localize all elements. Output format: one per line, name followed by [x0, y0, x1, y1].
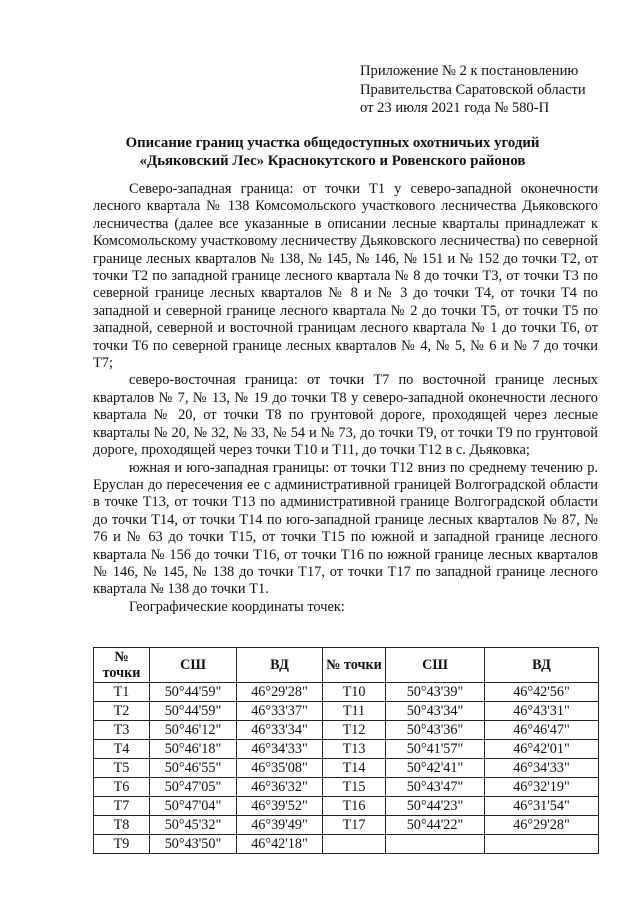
paragraph-coordinates-intro: Географические координаты точек: — [129, 598, 345, 615]
table-cell-empty — [323, 835, 386, 854]
table-cell: 46°29'28" — [237, 683, 323, 702]
table-cell: 50°46'12" — [150, 721, 237, 740]
table-header-row — [94, 648, 599, 683]
table-cell: 46°34'33" — [485, 759, 599, 778]
header-latitude-2: СШ — [386, 648, 485, 683]
table-cell: 50°45'32" — [150, 816, 237, 835]
table-cell: 50°47'04" — [150, 797, 237, 816]
header-point-number: № точки — [94, 648, 150, 683]
table-cell: Т2 — [94, 702, 150, 721]
table-cell: Т8 — [94, 816, 150, 835]
table-cell: 46°39'49" — [237, 816, 323, 835]
appendix-line-1: Приложение № 2 к постановлению — [360, 63, 579, 79]
table-cell: Т17 — [323, 816, 386, 835]
table-cell: Т15 — [323, 778, 386, 797]
table-cell: Т13 — [323, 740, 386, 759]
table-row — [94, 683, 599, 702]
appendix-header — [360, 62, 620, 118]
table-cell: Т11 — [323, 702, 386, 721]
table-row — [94, 702, 599, 721]
table-cell: 50°43'47" — [386, 778, 485, 797]
header-point-number-2: № точки — [323, 648, 386, 683]
table-cell: 46°32'19" — [485, 778, 599, 797]
document-body — [93, 181, 598, 616]
appendix-line-3: от 23 июля 2021 года № 580-П — [360, 100, 550, 116]
paragraph-northwest-border: Северо-западная граница: от точки Т1 у северо-западной оконечности лесного квартала № 138 Комсомольского участкового лесничества Дьяковского лесничества (далее все указанные в описании лесные кварталы принадлежат к Комсомольскому участковому лесничеству Дьяковского лесничества) по северной границе лесных кварталов № 138, № 145, № 146, № 151 и № 152 до точки Т2, от точки Т2 по западной границе лесного квартала № 8 до точки Т3, от точки Т3 по северной границе лесных кварталов № 8 и № 3 до точки Т4, от точки Т4 по западной и северной границе лесного квартала № 2 до точки Т5, от точки Т5 по западной, северной и восточной границам лесного квартала № 1 до точки Т6, от точки Т6 по северной границе лесных кварталов № 4, № 5, № 6 и № 7 до точки Т7; — [93, 181, 598, 372]
table-cell: 50°44'22" — [386, 816, 485, 835]
table-cell: Т7 — [94, 797, 150, 816]
table-cell: 46°43'31" — [485, 702, 599, 721]
table-cell: 50°46'55" — [150, 759, 237, 778]
table-cell: 46°31'54" — [485, 797, 599, 816]
coordinates-table-wrapper — [93, 647, 598, 854]
table-cell: 46°42'56" — [485, 683, 599, 702]
table-cell: 50°46'18" — [150, 740, 237, 759]
table-cell: Т4 — [94, 740, 150, 759]
table-cell: 50°41'57" — [386, 740, 485, 759]
appendix-line-2: Правительства Саратовской области — [360, 81, 586, 98]
table-cell: 46°33'37" — [237, 702, 323, 721]
title-line-2: «Дьяковский Лес» Краснокутского и Ровенского районов — [139, 153, 526, 169]
paragraph-northeast-border: северо-восточная граница: от точки Т7 по восточной границе лесных кварталов № 7, № 13, № 19 до точки Т8 у северо-западной оконечности лесного квартала № 20, от точки Т8 по грунтовой дороге, проходящей через лесные кварталы № 20, № 32, № 33, № 54 и № 73, до точки Т9, от точки Т9 по грунтовой дороге, проходящей через точки Т10 и Т11, до точки Т12 в с. Дьяковка; — [93, 372, 598, 459]
table-row — [94, 797, 599, 816]
table-cell: 46°34'33" — [237, 740, 323, 759]
table-cell-empty — [485, 835, 599, 854]
table-cell: 46°36'32" — [237, 778, 323, 797]
header-longitude: ВД — [237, 648, 323, 683]
table-cell: 50°42'41" — [386, 759, 485, 778]
document-title — [60, 134, 605, 170]
table-cell: 46°42'18" — [237, 835, 323, 854]
table-cell: 46°39'52" — [237, 797, 323, 816]
table-cell: Т14 — [323, 759, 386, 778]
table-cell: Т1 — [94, 683, 150, 702]
title-line-1: Описание границ участка общедоступных охотничьих угодий — [125, 135, 540, 151]
table-cell: 50°43'39" — [386, 683, 485, 702]
table-row — [94, 816, 599, 835]
table-row — [94, 759, 599, 778]
table-row — [94, 778, 599, 797]
table-cell: 50°47'05" — [150, 778, 237, 797]
table-cell: 46°46'47" — [485, 721, 599, 740]
table-cell: 50°43'34" — [386, 702, 485, 721]
table-cell: Т12 — [323, 721, 386, 740]
table-cell: Т3 — [94, 721, 150, 740]
header-latitude: СШ — [150, 648, 237, 683]
table-cell: 50°43'50" — [150, 835, 237, 854]
table-cell: 46°35'08" — [237, 759, 323, 778]
table-cell: 50°44'59" — [150, 702, 237, 721]
coordinates-table — [93, 647, 599, 854]
table-cell: 50°44'23" — [386, 797, 485, 816]
table-cell: 46°33'34" — [237, 721, 323, 740]
table-cell: Т5 — [94, 759, 150, 778]
table-cell: Т10 — [323, 683, 386, 702]
table-row — [94, 721, 599, 740]
table-cell: Т6 — [94, 778, 150, 797]
table-row — [94, 835, 599, 854]
table-cell: 50°44'59" — [150, 683, 237, 702]
paragraph-south-border: южная и юго-западная границы: от точки Т12 вниз по среднему течению р. Еруслан до пересечения ее с административной границей Волгоградской области в точке Т13, от точки Т13 по административной границе Волгоградской области до точки Т14, от точки Т14 по юго-западной границе лесных кварталов № 87, № 76 и № 63 до точки Т15, от точки Т15 по южной и западной границе лесного квартала № 156 до точки Т16, от точки Т16 по южной границе лесных кварталов № 146, № 145, № 138 до точки Т17, от точки Т17 по западной границе лесного квартала № 138 до точки Т1. — [93, 459, 598, 598]
header-longitude-2: ВД — [485, 648, 599, 683]
table-cell: Т16 — [323, 797, 386, 816]
table-cell: 46°42'01" — [485, 740, 599, 759]
table-row — [94, 740, 599, 759]
table-cell: Т9 — [94, 835, 150, 854]
table-cell-empty — [386, 835, 485, 854]
table-cell: 50°43'36" — [386, 721, 485, 740]
table-cell: 46°29'28" — [485, 816, 599, 835]
